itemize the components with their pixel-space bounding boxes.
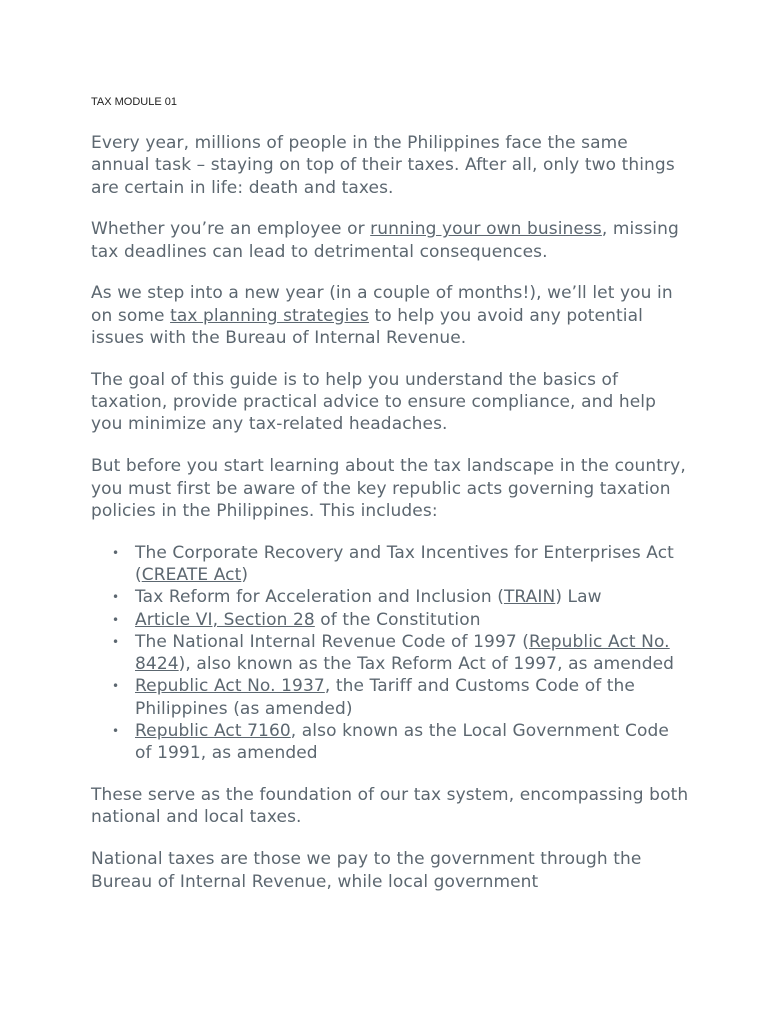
inline-link[interactable]: CREATE Act [141, 564, 242, 585]
bullet-icon: • [112, 679, 120, 694]
text-run: of the Constitution [314, 609, 481, 630]
inline-link[interactable]: Republic Act 7160 [135, 721, 291, 742]
inline-link[interactable]: Republic Act No. 1937 [135, 676, 325, 697]
list-item [91, 542, 691, 587]
bullet-icon: • [112, 634, 120, 649]
inline-link[interactable]: tax planning strategies [170, 305, 369, 326]
text-run: As we step into a new year (in a couple of months!), we’ll let you in on some [91, 283, 673, 326]
text-run: The Corporate Recovery and Tax Incentives for Enterprises Act ( [135, 542, 674, 585]
paragraph [91, 282, 691, 349]
paragraph [91, 848, 691, 893]
paragraph [91, 369, 691, 436]
bullet-icon: • [112, 724, 120, 739]
text-run: National taxes are those we pay to the government through the Bureau of Internal Revenue, while local government [91, 849, 642, 892]
text-run: , the Tariff and Customs Code of the Philippines (as amended) [135, 676, 635, 719]
paragraph [91, 218, 691, 263]
inline-link[interactable]: Republic Act No. 8424 [135, 631, 670, 675]
text-run: Whether you’re an employee or [91, 219, 371, 240]
text-run: These serve as the foundation of our tax system, encompassing both national and local taxes. [91, 785, 689, 828]
list-item [91, 631, 691, 676]
bullet-icon: • [112, 590, 120, 605]
text-run: The goal of this guide is to help you understand the basics of taxation, provide practical advice to ensure compliance, and help you minimize any tax-related headaches. [91, 369, 657, 435]
text-run: ), also known as the Tax Reform Act of 1997, as amended [178, 654, 675, 675]
text-run: Every year, millions of people in the Philippines face the same annual task – staying on top of their taxes. After all, only two things are certain in life: death and taxes. [91, 133, 675, 198]
paragraph [91, 784, 691, 829]
bullet-icon: • [112, 545, 120, 560]
closing-paragraphs [91, 784, 691, 893]
inline-link[interactable]: TRAIN [503, 587, 556, 608]
bullet-icon: • [112, 612, 120, 627]
list-item [91, 675, 691, 720]
list-item [91, 720, 691, 765]
document-title: TAX MODULE 01 [91, 96, 177, 108]
paragraph [91, 132, 691, 199]
text-run: , also known as the Local Government Code of 1991, as amended [135, 721, 669, 764]
text-run: , missing tax deadlines can lead to detrimental consequences. [91, 219, 679, 262]
inline-link[interactable]: running your own business [370, 219, 602, 240]
text-run: to help you avoid any potential issues with the Bureau of Internal Revenue. [91, 305, 643, 349]
text-run: The National Internal Revenue Code of 1997 ( [135, 631, 530, 652]
text-run: ) [241, 564, 249, 585]
intro-paragraphs [91, 132, 691, 522]
republic-acts-list [91, 542, 691, 765]
text-run: ) Law [555, 587, 602, 608]
list-item [91, 586, 691, 608]
document-page [91, 92, 691, 912]
inline-link[interactable]: Article VI, Section 28 [135, 609, 315, 630]
paragraph [91, 455, 691, 522]
text-run: Tax Reform for Acceleration and Inclusion ( [135, 587, 504, 608]
list-item [91, 609, 691, 631]
text-run: But before you start learning about the tax landscape in the country, you must first be aware of the key republic acts governing taxation policies in the Philippines. This includes: [91, 456, 686, 521]
